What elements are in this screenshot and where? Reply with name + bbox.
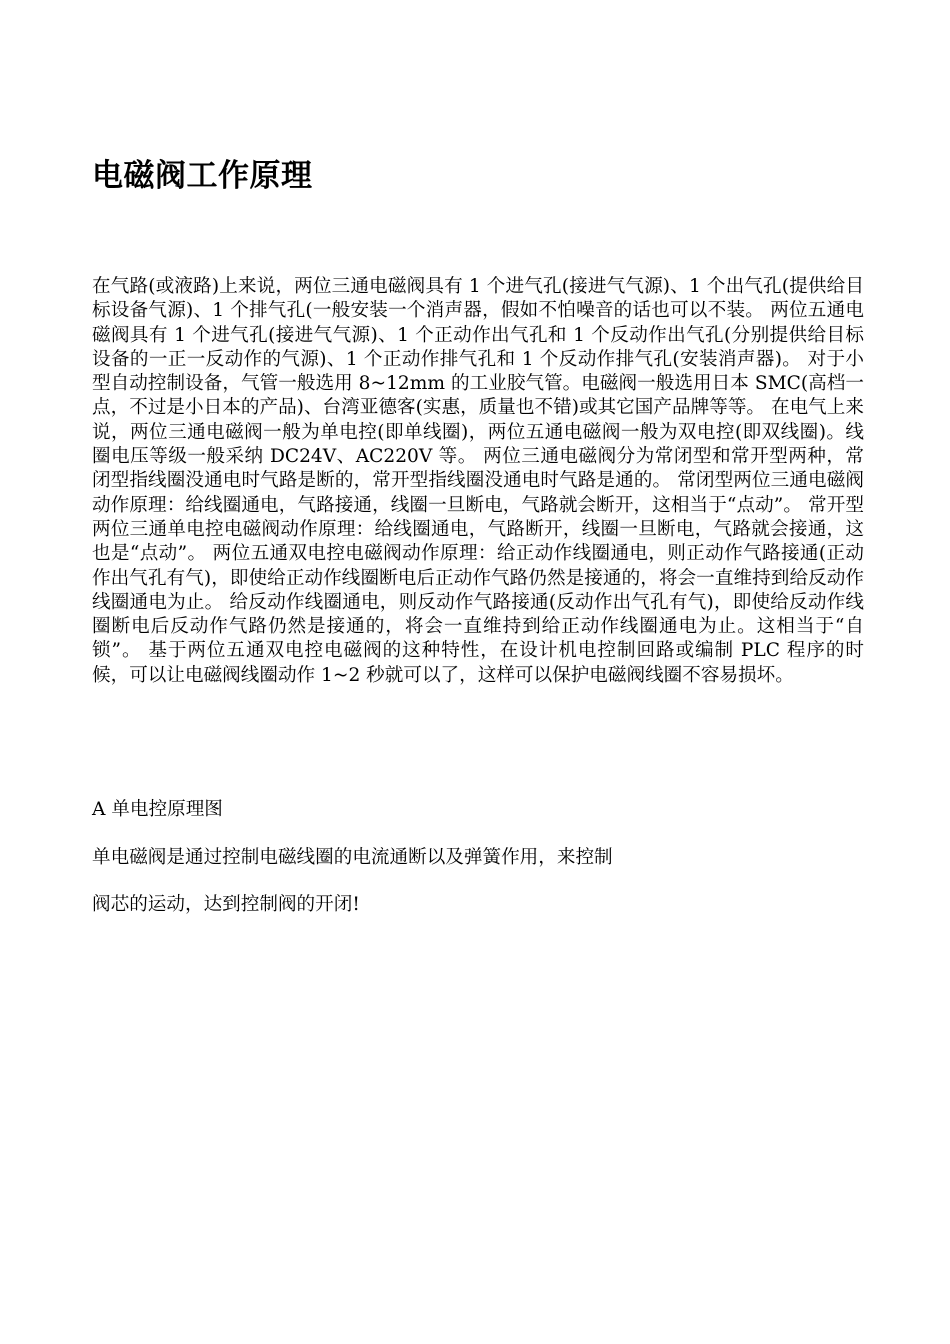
section-label: A 单电控原理图 [92,799,223,820]
paragraph-1: 单电磁阀是通过控制电磁线圈的电流通断以及弹簧作用，来控制 [92,847,613,868]
document-title: 电磁阀工作原理 [92,158,313,194]
paragraph-2: 阀芯的运动，达到控制阀的开闭! [92,894,360,915]
body-paragraph: 在气路(或液路)上来说，两位三通电磁阀具有 1 个进气孔(接进气气源)、1 个出气孔(提供给目标设备气源)、1 个排气孔(一般安装一个消声器，假如不怕噪音的话也可以不装。 两位五通电磁阀具有 1 个进气孔(接进气气源)、1 个正动作出气孔和 1 个反动作出气孔(分别提供给目标设备的一正一反动作的气源)、1 个正动作排气孔和 1 个反动作排气孔(安装消声器)。 对于小型自动控制设备，气管一般选用 8~12mm 的工业胶气管。电磁阀一般选用日本 SMC(高档一点，不过是小日本的产品)、台湾亚德客(实惠，质量也不错)或其它国产品牌等等。 在电气上来说，两位三通电磁阀一般为单电控(即单线圈)，两位五通电磁阀一般为双电控(即双线圈)。线圈电压等级一般采纳 DC24V、AC220V 等。 两位三通电磁阀分为常闭型和常开型两种，常闭型指线圈没通电时气路是断的，常开型指线圈没通电时气路是通的。 常闭型两位三通电磁阀动作原理：给线圈通电，气路接通，线圈一旦断电，气路就会断开，这相当于“点动”。 常开型两位三通单电控电磁阀动作原理：给线圈通电，气路断开，线圈一旦断电，气路就会接通，这也是“点动”。 两位五通双电控电磁阀动作原理：给正动作线圈通电，则正动作气路接通(正动作出气孔有气)，即使给正动作线圈断电后正动作气路仍然是接通的，将会一直维持到给反动作线圈通电为止。 给反动作线圈通电，则反动作气路接通(反动作出气孔有气)，即使给反动作线圈断电后反动作气路仍然是接通的，将会一直维持到给正动作线圈通电为止。这相当于“自锁”。 基于两位五通双电控电磁阀的这种特性，在设计机电控制回路或编制 PLC 程序的时候，可以让电磁阀线圈动作 1~2 秒就可以了，这样可以保护电磁阀线圈不容易损坏。 [92,276,864,686]
